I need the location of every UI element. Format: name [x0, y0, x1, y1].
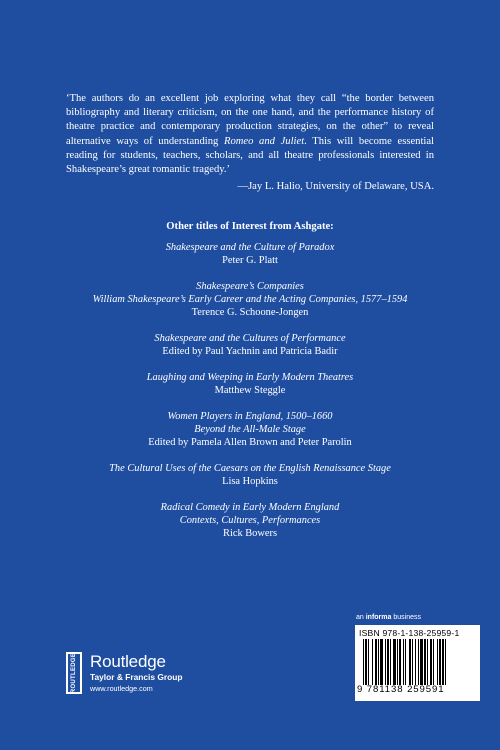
- book-entry: [0, 501, 500, 540]
- isbn-text: ISBN 978-1-138-25959-1: [359, 628, 460, 638]
- barcode-bar: [442, 639, 444, 685]
- barcode-bar: [405, 639, 406, 685]
- book-author: Lisa Hopkins: [222, 476, 278, 487]
- book-title: Laughing and Weeping in Early Modern Theatres: [146, 372, 354, 383]
- book-title: Shakespeare and the Cultures of Performance: [154, 333, 346, 344]
- book-title: The Cultural Uses of the Caesars on the English Renaissance Stage: [109, 463, 391, 474]
- book-author: Matthew Steggle: [214, 385, 286, 396]
- book-title: Women Players in England, 1500–1660: [167, 411, 333, 422]
- barcode-digits: 9 781138 259591: [357, 684, 445, 695]
- barcode-bar: [393, 639, 396, 685]
- barcode-bar: [368, 639, 369, 685]
- quote-title-italic: Romeo and Juliet: [223, 135, 305, 147]
- quote-text-2: . This will become essential reading for students, teachers, scholars, and all theatre professionals interested in Shakespeare’s great romantic tragedy.’: [66, 135, 434, 176]
- barcode-bar: [430, 639, 432, 685]
- barcode-bar: [363, 639, 364, 685]
- book-author: Peter G. Platt: [222, 255, 278, 266]
- quote-text-1: ‘The authors do an excellent job exploring what they call “the border between bibliography and literary criticism, on the one hand, and the performance history of theatre practice and contemporary production strategies, on the other” to reveal alternative ways of understanding: [66, 93, 434, 147]
- barcode-bar: [418, 639, 419, 685]
- book-entry: [0, 332, 500, 358]
- book-entry: [0, 371, 500, 397]
- book-title: Contexts, Cultures, Performances: [179, 515, 321, 526]
- barcode-bar: [378, 639, 379, 685]
- review-quote: [66, 92, 434, 177]
- barcode-bars-icon: [363, 639, 475, 685]
- quote-attribution: —Jay L. Halio, University of Delaware, USA.: [237, 181, 434, 192]
- barcode-bar: [433, 639, 434, 685]
- book-title: Radical Comedy in Early Modern England: [160, 502, 340, 513]
- book-entry: [0, 241, 500, 267]
- book-author: Terence G. Schoone-Jongen: [191, 307, 309, 318]
- book-author: Rick Bowers: [223, 528, 277, 539]
- barcode-bar: [412, 639, 413, 685]
- book-author: Edited by Paul Yachnin and Patricia Badir: [162, 346, 338, 357]
- informa-business-label: an informa business: [356, 614, 421, 621]
- routledge-logo: [66, 650, 266, 698]
- barcode-bar: [365, 639, 367, 685]
- barcode-bar: [387, 639, 389, 685]
- barcode-bar: [437, 639, 438, 685]
- book-title: Beyond the All-Male Stage: [194, 424, 306, 435]
- publisher-url: www.routledge.com: [90, 684, 153, 693]
- barcode-bar: [445, 639, 446, 685]
- barcode-bar: [380, 639, 383, 685]
- barcode-bar: [420, 639, 423, 685]
- routledge-mark-icon: ROUTLEDGE: [66, 652, 82, 694]
- barcode-bar: [415, 639, 416, 685]
- barcode-bar: [390, 639, 391, 685]
- isbn-barcode: [355, 625, 480, 701]
- barcode-bar: [397, 639, 398, 685]
- book-list: [0, 241, 500, 540]
- barcode-bar: [409, 639, 411, 685]
- barcode-bar: [385, 639, 386, 685]
- book-title: Shakespeare’s Companies: [196, 281, 304, 292]
- publisher-group: Taylor & Francis Group: [90, 672, 183, 682]
- barcode-bar: [403, 639, 404, 685]
- other-titles-section: [0, 220, 500, 553]
- publisher-name: Routledge: [90, 652, 166, 671]
- barcode-bar: [424, 639, 426, 685]
- book-author: Edited by Pamela Allen Brown and Peter Parolin: [148, 437, 352, 448]
- barcode-bar: [375, 639, 377, 685]
- barcode-bar: [427, 639, 428, 685]
- book-title: William Shakespeare’s Early Career and the Acting Companies, 1577–1594: [92, 294, 408, 305]
- barcode-bar: [399, 639, 401, 685]
- book-entry: [0, 410, 500, 449]
- barcode-bar: [439, 639, 441, 685]
- book-entry: [0, 462, 500, 488]
- other-titles-heading: Other titles of Interest from Ashgate:: [166, 221, 334, 232]
- book-title: Shakespeare and the Culture of Paradox: [165, 242, 335, 253]
- book-entry: [0, 280, 500, 319]
- barcode-bar: [372, 639, 373, 685]
